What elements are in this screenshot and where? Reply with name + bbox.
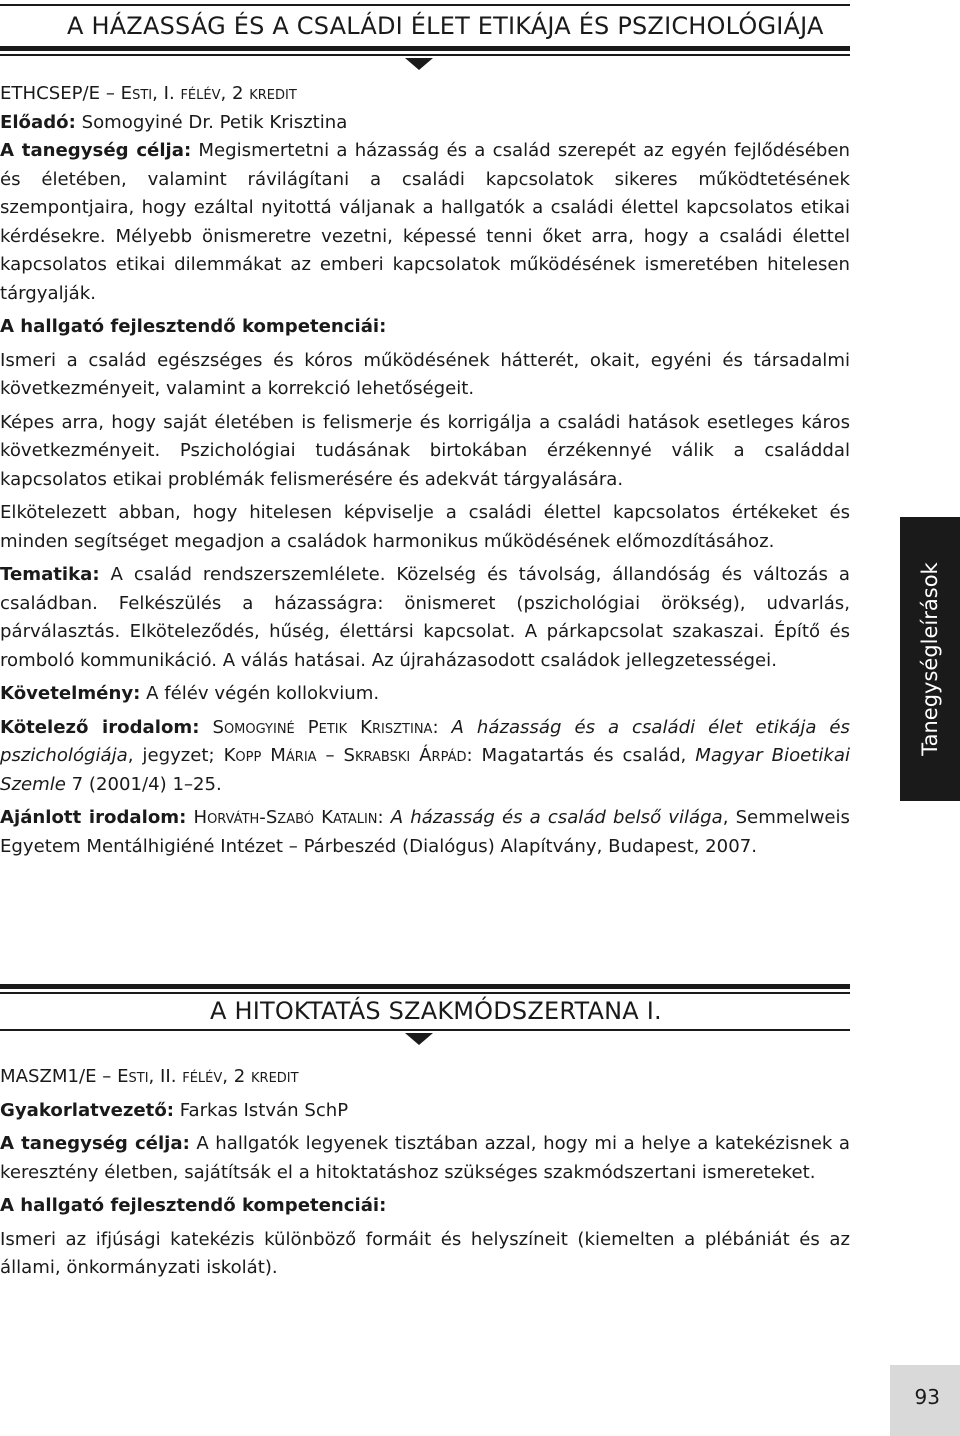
section-rule-thick bbox=[0, 984, 850, 989]
competency-paragraph: Ismeri a család egészséges és kóros működésének hátterét, okait, egyéni és társadalmi következményeit, valamint a korrekció lehetőségeit. bbox=[0, 349, 850, 399]
competencies-heading: A hallgató fejlesztendő kompetenciái: bbox=[0, 1195, 387, 1216]
title-rule-thin bbox=[0, 1029, 850, 1031]
course-code bbox=[0, 80, 850, 109]
topics-paragraph bbox=[0, 561, 850, 675]
required-literature bbox=[0, 714, 850, 800]
literature-title: Magyar Bioetikai Szemle bbox=[0, 745, 850, 795]
literature-author: Horváth-Szabó Katalin bbox=[186, 807, 378, 828]
page-number: 93 bbox=[914, 1385, 940, 1409]
course-body bbox=[0, 1063, 850, 1283]
competency-paragraph: Képes arra, hogy saját életében is felismerje és korrigálja a családi hatások esetleges káros következményeit. Pszichológiai tudásának birtokában érzékennyé válik a családdal kapcsolatos etikai problémák felismerésére és adekvát tárgyalására. bbox=[0, 411, 850, 490]
literature-title: A házasság és a család belső világa bbox=[390, 807, 723, 828]
literature-text: , Semmelweis Egyetem Mentálhigiéné Intézet – Párbeszéd (Dialógus) Alapítvány, Budapest, 2007. bbox=[0, 807, 850, 857]
course-body bbox=[0, 80, 850, 861]
goal-label: A tanegység célja: bbox=[0, 140, 192, 161]
literature-title: A házasság és a családi élet etikája és pszichológiája bbox=[0, 716, 850, 766]
literature-separator: : bbox=[432, 716, 452, 738]
recommended-literature-label: Ajánlott irodalom: bbox=[0, 807, 187, 828]
course-code bbox=[0, 1063, 850, 1092]
literature-text: : Magatartás és család, bbox=[466, 745, 696, 766]
title-rule-thin bbox=[0, 54, 850, 56]
literature-author: Somogyiné Petik Krisztina bbox=[199, 716, 433, 738]
requirement-text: A félév végén kollokvium. bbox=[140, 683, 380, 704]
lecturer bbox=[0, 1097, 850, 1126]
literature-separator: : bbox=[377, 807, 391, 828]
side-tab-label: Tanegységleírások bbox=[918, 562, 942, 756]
required-literature-label: Kötelező irodalom: bbox=[0, 716, 200, 738]
course-code-main: ETHCSEP/E – bbox=[0, 83, 121, 104]
literature-text: , jegyzet; bbox=[127, 745, 224, 766]
top-rule bbox=[0, 4, 850, 6]
lecturer-label: Gyakorlatvezető: bbox=[0, 1099, 175, 1121]
recommended-literature bbox=[0, 804, 850, 861]
section-side-tab bbox=[900, 517, 960, 801]
requirement-paragraph bbox=[0, 680, 850, 709]
literature-author: Kopp Mária – Skrabski Árpád bbox=[223, 745, 467, 766]
lecturer-value: Farkas István SchP bbox=[174, 1099, 349, 1121]
lecturer-label: Előadó: bbox=[0, 111, 76, 133]
goal-text: Megismertetni a házasság és a család szerepét az egyén fejlődésében és életében, valamint rávilágítani a családi kapcsolatok sikeres működtetésének szempontjaira, hogy ezáltal nyitottá váljanak a hallgatók a családi élettel kapcsolatos etikai kérdésekre. Mélyebb önismeretre vezetni, képessé tenni őket arra, hogy a családi élettel kapcsolatos etikai dilemmákat az emberi kapcsolatok működésének ismeretében hitelesen tárgyalják. bbox=[0, 140, 850, 304]
title-rule-thick bbox=[0, 46, 850, 51]
page-number-box bbox=[890, 1365, 960, 1436]
lecturer-value: Somogyiné Dr. Petik Krisztina bbox=[75, 111, 348, 133]
lecturer bbox=[0, 109, 850, 138]
topics-text: A család rendszerszemlélete. Közelség és távolság, állandóság és változás a családban. Felkészülés a házasságra: önismeret (pszichológiai örökség), udvarlás, párválasztás. Elköteleződés, hűség, élettársi kapcsolat. A párkapcsolat szakaszai. Építő és romboló kommunikáció. A válás hatásai. Az újraházasodott családok jellegzetességei. bbox=[0, 564, 850, 671]
course-code-details: Esti, I. félév, 2 kredit bbox=[120, 83, 297, 104]
course-code-main: MASZM1/E – bbox=[0, 1066, 118, 1087]
competency-paragraph: Elkötelezett abban, hogy hitelesen képviselje a családi élettel kapcsolatos értékeket és minden segítséget megadjon a családok harmonikus működésének előmozdításához. bbox=[0, 502, 850, 552]
topics-label: Tematika: bbox=[0, 564, 100, 585]
triangle-down-icon bbox=[405, 1033, 433, 1045]
literature-text: 7 (2001/4) 1–25. bbox=[65, 773, 222, 795]
triangle-down-icon bbox=[405, 58, 433, 70]
requirement-label: Követelmény: bbox=[0, 683, 141, 704]
section-rule-thin bbox=[0, 992, 850, 994]
competency-paragraph: Ismeri az ifjúsági katekézis különböző formáit és helyszíneit (kiemelten a plébániát és az állami, önkormányzati iskolát). bbox=[0, 1228, 850, 1278]
course-code-details: Esti, II. félév, 2 kredit bbox=[117, 1066, 299, 1087]
goal-text: A hallgatók legyenek tisztában azzal, hogy mi a helye a katekézisnek a keresztény életben, sajátítsák el a hitoktatáshoz szükséges szakmódszertani ismereteket. bbox=[0, 1133, 850, 1183]
goal-paragraph bbox=[0, 1130, 850, 1187]
course-title: A HÁZASSÁG ÉS A CSALÁDI ÉLET ETIKÁJA ÉS PSZICHOLÓGIÁJA bbox=[67, 12, 824, 40]
goal-paragraph bbox=[0, 137, 850, 308]
competencies-heading: A hallgató fejlesztendő kompetenciái: bbox=[0, 316, 387, 337]
course-title: A HITOKTATÁS SZAKMÓDSZERTANA I. bbox=[210, 997, 662, 1025]
goal-label: A tanegység célja: bbox=[0, 1133, 190, 1154]
